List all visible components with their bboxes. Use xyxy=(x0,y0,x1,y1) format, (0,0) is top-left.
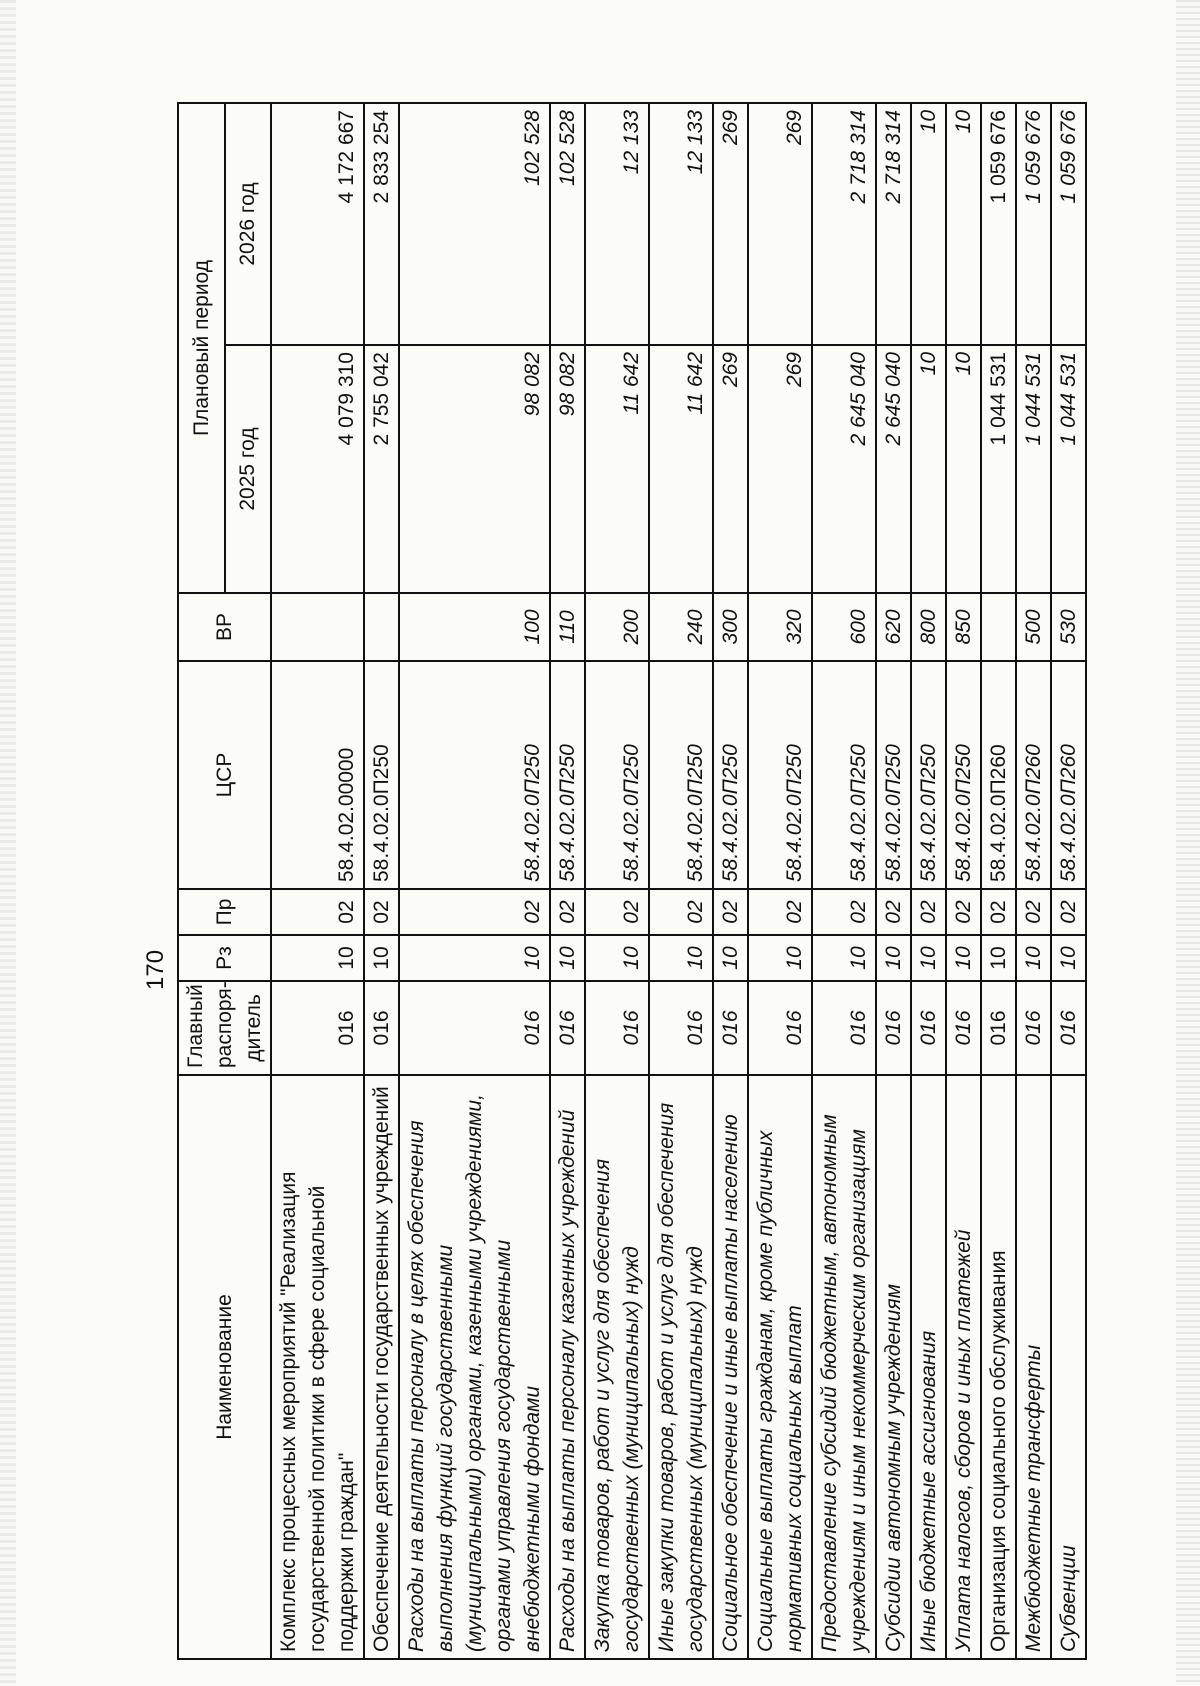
row-rz-cell: 10 xyxy=(364,935,399,981)
table-row xyxy=(399,103,550,1659)
row-rz-cell: 10 xyxy=(649,935,713,981)
row-administrator-cell: 016 xyxy=(585,981,649,1075)
row-vr-cell: 530 xyxy=(1051,593,1086,661)
table-row xyxy=(911,103,946,1659)
row-pr-cell: 02 xyxy=(585,889,649,935)
row-administrator-cell: 016 xyxy=(1051,981,1086,1075)
table-body xyxy=(271,103,1086,1659)
row-2025-cell: 10 xyxy=(946,345,981,593)
row-vr-cell xyxy=(271,593,364,661)
row-vr-cell xyxy=(981,593,1016,661)
row-name-cell: Социальное обеспечение и иные выплаты населению xyxy=(713,1075,748,1659)
row-rz-cell: 10 xyxy=(1051,935,1086,981)
row-name-cell: Иные закупки товаров, работ и услуг для обеспечения государственных (муниципальных) нужд xyxy=(649,1075,713,1659)
row-2026-cell: 12 133 xyxy=(585,103,649,345)
row-2025-cell: 1 044 531 xyxy=(1051,345,1086,593)
row-2026-cell: 2 718 314 xyxy=(812,103,876,345)
row-2025-cell: 2 645 040 xyxy=(876,345,911,593)
row-pr-cell: 02 xyxy=(1051,889,1086,935)
row-2025-cell: 10 xyxy=(911,345,946,593)
row-rz-cell: 10 xyxy=(748,935,812,981)
row-csr-cell: 58.4.02.0П260 xyxy=(981,661,1016,889)
row-csr-cell: 58.4.02.0П250 xyxy=(713,661,748,889)
row-2025-cell: 2 645 040 xyxy=(812,345,876,593)
row-2026-cell: 2 718 314 xyxy=(876,103,911,345)
header-year-2026: 2026 год xyxy=(225,103,272,345)
row-pr-cell: 02 xyxy=(876,889,911,935)
row-pr-cell: 02 xyxy=(271,889,364,935)
header-planned-period: Плановый период xyxy=(178,103,225,593)
row-csr-cell: 58.4.02.0П250 xyxy=(946,661,981,889)
row-csr-cell: 58.4.02.0П250 xyxy=(911,661,946,889)
row-rz-cell: 10 xyxy=(981,935,1016,981)
row-name-cell: Закупка товаров, работ и услуг для обеспечения государственных (муниципальных) нужд xyxy=(585,1075,649,1659)
row-vr-cell: 100 xyxy=(399,593,550,661)
row-rz-cell: 10 xyxy=(876,935,911,981)
row-rz-cell: 10 xyxy=(911,935,946,981)
row-csr-cell: 58.4.02.0П250 xyxy=(585,661,649,889)
table-header xyxy=(178,103,271,1659)
row-csr-cell: 58.4.02.00000 xyxy=(271,661,364,889)
header-administrator: Главный распоря-дитель xyxy=(178,981,271,1075)
row-administrator-cell: 016 xyxy=(812,981,876,1075)
row-2025-cell: 98 082 xyxy=(399,345,550,593)
row-2026-cell: 2 833 254 xyxy=(364,103,399,345)
row-2025-cell: 11 642 xyxy=(585,345,649,593)
row-csr-cell: 58.4.02.0П250 xyxy=(812,661,876,889)
row-2026-cell: 10 xyxy=(946,103,981,345)
row-csr-cell: 58.4.02.0П260 xyxy=(1016,661,1051,889)
row-name-cell: Организация социального обслуживания xyxy=(981,1075,1016,1659)
row-vr-cell: 200 xyxy=(585,593,649,661)
row-rz-cell: 10 xyxy=(585,935,649,981)
row-pr-cell: 02 xyxy=(1016,889,1051,935)
row-pr-cell: 02 xyxy=(399,889,550,935)
row-rz-cell: 10 xyxy=(713,935,748,981)
row-administrator-cell: 016 xyxy=(550,981,585,1075)
table-row xyxy=(946,103,981,1659)
row-name-cell: Обеспечение деятельности государственных учреждений xyxy=(364,1075,399,1659)
row-pr-cell: 02 xyxy=(911,889,946,935)
row-administrator-cell: 016 xyxy=(946,981,981,1075)
table-row xyxy=(748,103,812,1659)
row-2025-cell: 269 xyxy=(748,345,812,593)
row-name-cell: Комплекс процессных мероприятий "Реализация государственной политики в сфере социальной поддержки граждан" xyxy=(271,1075,364,1659)
row-vr-cell: 300 xyxy=(713,593,748,661)
row-administrator-cell: 016 xyxy=(981,981,1016,1075)
row-2026-cell: 1 059 676 xyxy=(981,103,1016,345)
row-pr-cell: 02 xyxy=(748,889,812,935)
row-2025-cell: 2 755 042 xyxy=(364,345,399,593)
header-pr: Пр xyxy=(178,889,271,935)
row-rz-cell: 10 xyxy=(271,935,364,981)
row-vr-cell: 110 xyxy=(550,593,585,661)
header-vr: ВР xyxy=(178,593,271,661)
row-2026-cell: 1 059 676 xyxy=(1051,103,1086,345)
table-row xyxy=(876,103,911,1659)
row-administrator-cell: 016 xyxy=(876,981,911,1075)
scan-edge-right xyxy=(1176,0,1200,1686)
table-row xyxy=(812,103,876,1659)
header-csr: ЦСР xyxy=(178,661,271,889)
row-csr-cell: 58.4.02.0П260 xyxy=(1051,661,1086,889)
row-csr-cell: 58.4.02.0П250 xyxy=(649,661,713,889)
row-administrator-cell: 016 xyxy=(649,981,713,1075)
budget-table xyxy=(177,102,1087,1660)
row-administrator-cell: 016 xyxy=(911,981,946,1075)
row-name-cell: Предоставление субсидий бюджетным, автономным учреждениям и иным некоммерческим организациям xyxy=(812,1075,876,1659)
row-pr-cell: 02 xyxy=(946,889,981,935)
row-name-cell: Социальные выплаты гражданам, кроме публичных нормативных социальных выплат xyxy=(748,1075,812,1659)
row-vr-cell: 620 xyxy=(876,593,911,661)
row-2025-cell: 11 642 xyxy=(649,345,713,593)
table-row xyxy=(713,103,748,1659)
row-name-cell: Субвенции xyxy=(1051,1075,1086,1659)
table-row xyxy=(585,103,649,1659)
row-csr-cell: 58.4.02.0П250 xyxy=(364,661,399,889)
row-vr-cell: 600 xyxy=(812,593,876,661)
row-pr-cell: 02 xyxy=(981,889,1016,935)
row-vr-cell: 800 xyxy=(911,593,946,661)
row-pr-cell: 02 xyxy=(812,889,876,935)
row-csr-cell: 58.4.02.0П250 xyxy=(876,661,911,889)
table-row xyxy=(981,103,1016,1659)
row-pr-cell: 02 xyxy=(649,889,713,935)
row-csr-cell: 58.4.02.0П250 xyxy=(550,661,585,889)
row-rz-cell: 10 xyxy=(550,935,585,981)
row-name-cell: Уплата налогов, сборов и иных платежей xyxy=(946,1075,981,1659)
row-name-cell: Расходы на выплаты персоналу казенных учреждений xyxy=(550,1075,585,1659)
row-administrator-cell: 016 xyxy=(1016,981,1051,1075)
row-2026-cell: 10 xyxy=(911,103,946,345)
row-pr-cell: 02 xyxy=(713,889,748,935)
row-administrator-cell: 016 xyxy=(271,981,364,1075)
row-2026-cell: 4 172 667 xyxy=(271,103,364,345)
row-administrator-cell: 016 xyxy=(399,981,550,1075)
scan-edge-left xyxy=(0,0,16,1686)
table-row xyxy=(364,103,399,1659)
row-2025-cell: 98 082 xyxy=(550,345,585,593)
row-rz-cell: 10 xyxy=(812,935,876,981)
table-row xyxy=(1016,103,1051,1659)
table-row xyxy=(550,103,585,1659)
header-year-2025: 2025 год xyxy=(225,345,272,593)
row-2026-cell: 102 528 xyxy=(399,103,550,345)
row-administrator-cell: 016 xyxy=(713,981,748,1075)
page-number: 170 xyxy=(142,949,169,990)
header-name: Наименование xyxy=(178,1075,271,1659)
row-csr-cell: 58.4.02.0П250 xyxy=(748,661,812,889)
row-pr-cell: 02 xyxy=(550,889,585,935)
row-2026-cell: 102 528 xyxy=(550,103,585,345)
row-2026-cell: 12 133 xyxy=(649,103,713,345)
row-vr-cell: 850 xyxy=(946,593,981,661)
row-2025-cell: 4 079 310 xyxy=(271,345,364,593)
table-row xyxy=(1051,103,1086,1659)
row-2026-cell: 269 xyxy=(713,103,748,345)
row-rz-cell: 10 xyxy=(946,935,981,981)
row-vr-cell: 320 xyxy=(748,593,812,661)
header-rz: Рз xyxy=(178,935,271,981)
row-name-cell: Иные бюджетные ассигнования xyxy=(911,1075,946,1659)
row-pr-cell: 02 xyxy=(364,889,399,935)
rotated-page xyxy=(132,100,1080,1660)
row-administrator-cell: 016 xyxy=(748,981,812,1075)
row-name-cell: Субсидии автономным учреждениям xyxy=(876,1075,911,1659)
row-rz-cell: 10 xyxy=(1016,935,1051,981)
row-vr-cell xyxy=(364,593,399,661)
table-row xyxy=(649,103,713,1659)
row-name-cell: Межбюджетные трансферты xyxy=(1016,1075,1051,1659)
row-csr-cell: 58.4.02.0П250 xyxy=(399,661,550,889)
table-row xyxy=(271,103,364,1659)
row-2026-cell: 269 xyxy=(748,103,812,345)
row-vr-cell: 240 xyxy=(649,593,713,661)
row-vr-cell: 500 xyxy=(1016,593,1051,661)
row-2025-cell: 1 044 531 xyxy=(981,345,1016,593)
row-name-cell: Расходы на выплаты персоналу в целях обеспечения выполнения функций государственными (муниципальными) органами, казенными учреждениями, органами управления государственными внебюджетными фондами xyxy=(399,1075,550,1659)
row-2026-cell: 1 059 676 xyxy=(1016,103,1051,345)
row-rz-cell: 10 xyxy=(399,935,550,981)
row-2025-cell: 269 xyxy=(713,345,748,593)
row-administrator-cell: 016 xyxy=(364,981,399,1075)
row-2025-cell: 1 044 531 xyxy=(1016,345,1051,593)
